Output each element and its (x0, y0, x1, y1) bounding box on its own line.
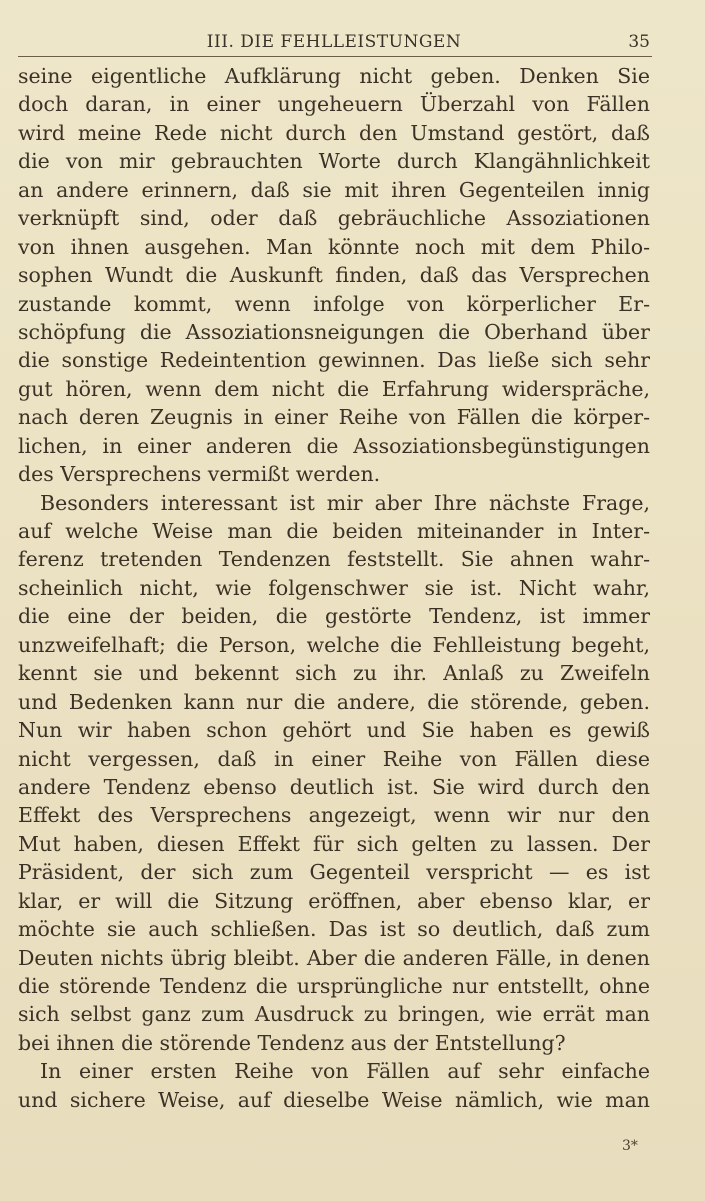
text-line: gut hören, wenn dem nicht die Erfahrung widerspräche, (18, 376, 650, 401)
text-line: Deuten nichts übrig bleibt. Aber die anderen Fälle, in denen (18, 945, 650, 970)
text-line: die sonstige Redeintention gewinnen. Das ließe sich sehr (18, 348, 650, 373)
page-number: 35 (628, 32, 650, 52)
text-line: Präsident, der sich zum Gegenteil verspricht — es ist (18, 860, 650, 885)
text-line: seine eigentliche Aufklärung nicht geben. Denken Sie (18, 64, 650, 88)
text-line: unzweifelhaft; die Person, welche die Fehlleistung begeht, (18, 632, 650, 657)
running-head: III. DIE FEHLLEISTUNGEN (206, 32, 462, 52)
text-line: lichen, in einer anderen die Assoziationsbegünstigungen (18, 433, 650, 458)
text-line: andere Tendenz ebenso deutlich ist. Sie wird durch den (18, 774, 650, 799)
text-line: die eine der beiden, die gestörte Tendenz, ist immer (18, 604, 650, 629)
signature-mark: 3* (622, 1138, 638, 1154)
text-line: des Versprechens vermißt werden. (18, 462, 381, 487)
text-line: Effekt des Versprechens angezeigt, wenn wir nur den (18, 803, 650, 828)
text-line: nach deren Zeugnis in einer Reihe von Fällen die körper- (18, 405, 650, 430)
text-line: Nun wir haben schon gehört und Sie haben es gewiß (18, 718, 650, 743)
body-text (18, 62, 650, 1114)
text-line: Mut haben, diesen Effekt für sich gelten zu lassen. Der (18, 831, 650, 856)
text-line: verknüpft sind, oder daß gebräuchliche Assoziationen (18, 206, 650, 231)
text-line: sophen Wundt die Auskunft finden, daß das Versprechen (18, 263, 650, 288)
text-line: ferenz tretenden Tendenzen feststellt. Sie ahnen wahr- (18, 547, 650, 572)
text-line: doch daran, in einer ungeheuern Überzahl von Fällen (18, 92, 650, 117)
text-line: auf welche Weise man die beiden miteinander in Inter- (18, 519, 650, 543)
text-line: bei ihnen die störende Tendenz aus der Entstellung? (18, 1030, 566, 1055)
text-line: möchte sie auch schließen. Das ist so deutlich, daß zum (18, 917, 650, 942)
text-line: Besonders interessant ist mir aber Ihre nächste Frage, (40, 490, 650, 515)
text-line: kennt sie und bekennt sich zu ihr. Anlaß zu Zweifeln (18, 661, 650, 686)
text-line: und Bedenken kann nur die andere, die störende, geben. (18, 689, 650, 714)
text-line: klar, er will die Sitzung eröffnen, aber ebenso klar, er (18, 888, 650, 913)
text-line: von ihnen ausgehen. Man könnte noch mit dem Philo- (18, 234, 650, 259)
text-line: scheinlich nicht, wie folgenschwer sie ist. Nicht wahr, (18, 575, 650, 600)
text-line: und sichere Weise, auf dieselbe Weise nämlich, wie man (18, 1087, 650, 1112)
text-line: nicht vergessen, daß in einer Reihe von Fällen diese (18, 746, 650, 771)
text-line: zustande kommt, wenn infolge von körperlicher Er- (18, 291, 650, 316)
text-line: die von mir gebrauchten Worte durch Klangähnlichkeit (18, 149, 650, 174)
text-line: die störende Tendenz die ursprüngliche nur entstellt, ohne (18, 974, 650, 998)
text-line: sich selbst ganz zum Ausdruck zu bringen, wie errät man (18, 1002, 650, 1027)
text-line: In einer ersten Reihe von Fällen auf sehr einfache (40, 1059, 650, 1084)
text-line: an andere erinnern, daß sie mit ihren Gegenteilen innig (18, 177, 650, 202)
page-header (18, 30, 650, 56)
header-rule (18, 56, 652, 57)
text-line: schöpfung die Assoziationsneigungen die Oberhand über (18, 319, 650, 344)
text-line: wird meine Rede nicht durch den Umstand gestört, daß (18, 120, 650, 145)
